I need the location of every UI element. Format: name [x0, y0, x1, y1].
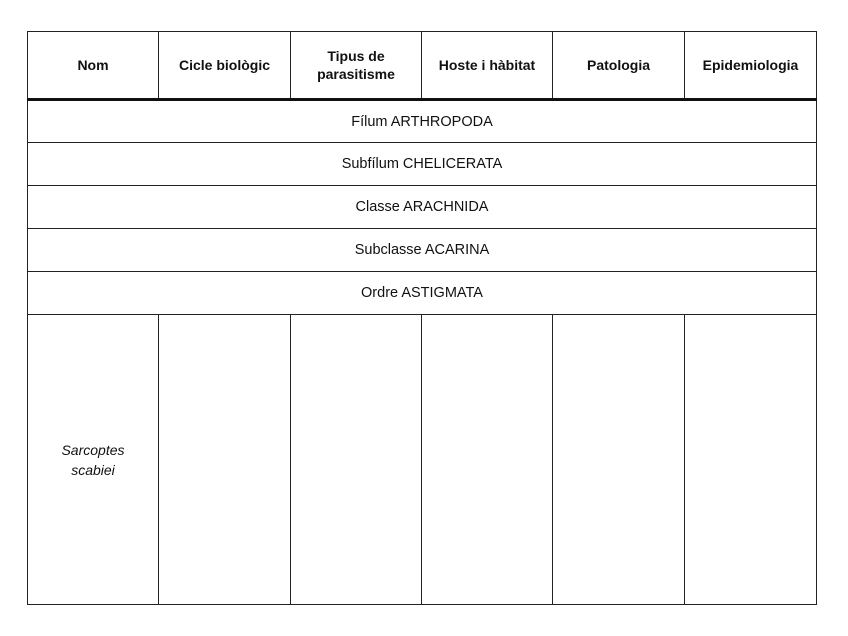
header-tipus-parasitisme: Tipus de parasitisme — [291, 32, 422, 100]
species-patologia-cell — [553, 315, 685, 605]
rank-row — [28, 186, 817, 229]
species-hoste-habitat-cell — [422, 315, 553, 605]
species-epithet: scabiei — [71, 461, 115, 478]
rank-row — [28, 229, 817, 272]
rank-row — [28, 100, 817, 143]
header-nom: Nom — [28, 32, 159, 100]
rank-row — [28, 272, 817, 315]
species-name-cell — [28, 315, 159, 605]
species-row — [28, 315, 817, 605]
header-patologia: Patologia — [553, 32, 685, 100]
header-row — [28, 32, 817, 100]
species-cicle-biologic-cell — [159, 315, 291, 605]
rank-ordre: Ordre ASTIGMATA — [28, 272, 817, 315]
header-hoste-habitat: Hoste i hàbitat — [422, 32, 553, 100]
rank-subfilum: Subfílum CHELICERATA — [28, 143, 817, 186]
rank-filum: Fílum ARTHROPODA — [28, 100, 817, 143]
rank-classe: Classe ARACHNIDA — [28, 186, 817, 229]
header-cicle-biologic: Cicle biològic — [159, 32, 291, 100]
header-epidemiologia: Epidemiologia — [685, 32, 817, 100]
rank-subclasse: Subclasse ACARINA — [28, 229, 817, 272]
parasite-classification-table — [27, 31, 817, 605]
species-tipus-parasitisme-cell — [291, 315, 422, 605]
species-epidemiologia-cell — [685, 315, 817, 605]
species-genus: Sarcoptes — [61, 441, 125, 458]
rank-row — [28, 143, 817, 186]
